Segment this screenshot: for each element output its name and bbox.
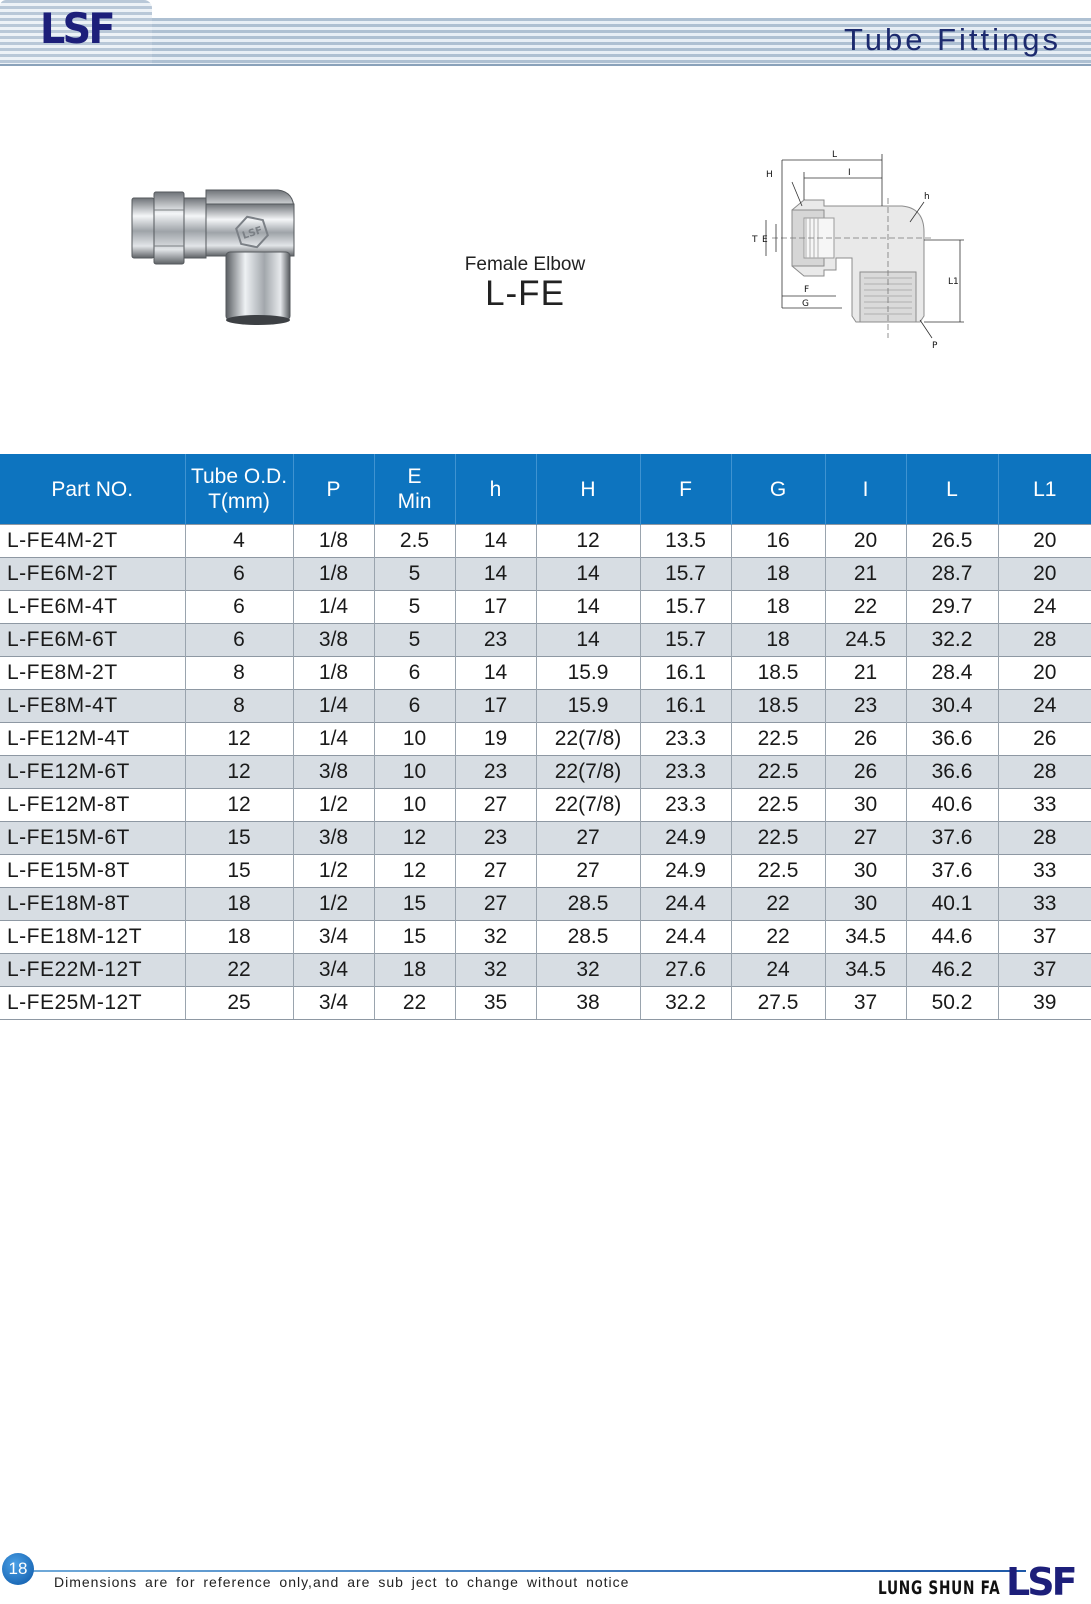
table-cell: 3/8 [293, 822, 374, 855]
table-cell: 14 [536, 624, 640, 657]
table-cell: 2.5 [374, 525, 455, 558]
table-cell: 24.9 [640, 855, 731, 888]
dim-label-H: H [766, 170, 773, 180]
table-cell: 30 [825, 888, 906, 921]
table-cell: 27 [536, 855, 640, 888]
table-row [0, 921, 1091, 954]
table-cell: 20 [825, 525, 906, 558]
table-cell: 8 [185, 657, 293, 690]
table-cell: 1/8 [293, 558, 374, 591]
table-cell: 22.5 [731, 756, 825, 789]
table-cell: 1/2 [293, 855, 374, 888]
table-cell: 23.3 [640, 789, 731, 822]
table-cell: 18 [374, 954, 455, 987]
table-cell: 18 [731, 558, 825, 591]
table-cell: 1/4 [293, 723, 374, 756]
dim-label-P: P [932, 341, 938, 351]
table-cell: 23.3 [640, 723, 731, 756]
table-cell: 26 [825, 723, 906, 756]
footer-logo: LSF [1006, 1560, 1075, 1604]
table-cell: 24.5 [825, 624, 906, 657]
table-cell: 40.6 [906, 789, 998, 822]
table-cell: 15.7 [640, 591, 731, 624]
table-cell: 33 [998, 855, 1091, 888]
table-cell: 24 [998, 591, 1091, 624]
table-cell: 44.6 [906, 921, 998, 954]
table-cell: 28.7 [906, 558, 998, 591]
table-cell: 15 [185, 855, 293, 888]
column-header: L [906, 454, 998, 525]
column-header: F [640, 454, 731, 525]
table-row [0, 855, 1091, 888]
column-header: Part NO. [0, 454, 185, 525]
part-number-cell: L-FE8M-2T [0, 657, 185, 690]
table-cell: 22 [825, 591, 906, 624]
table-cell: 6 [374, 690, 455, 723]
table-cell: 26.5 [906, 525, 998, 558]
table-cell: 24 [731, 954, 825, 987]
table-cell: 16.1 [640, 657, 731, 690]
table-row [0, 723, 1091, 756]
table-row [0, 690, 1091, 723]
table-cell: 1/2 [293, 888, 374, 921]
column-header: h [455, 454, 536, 525]
table-cell: 28 [998, 756, 1091, 789]
table-cell: 12 [185, 756, 293, 789]
table-cell: 15.9 [536, 657, 640, 690]
column-header: E Min [374, 454, 455, 525]
table-cell: 15 [374, 921, 455, 954]
table-cell: 28.4 [906, 657, 998, 690]
table-cell: 33 [998, 888, 1091, 921]
table-cell: 14 [536, 558, 640, 591]
footer-rule [30, 1570, 1026, 1572]
table-cell: 13.5 [640, 525, 731, 558]
table-cell: 27 [455, 855, 536, 888]
svg-text:LSF: LSF [241, 225, 264, 242]
dim-label-I: I [848, 168, 851, 178]
table-cell: 17 [455, 690, 536, 723]
table-cell: 5 [374, 558, 455, 591]
female-elbow-fitting-photo [128, 188, 310, 330]
table-cell: 12 [374, 855, 455, 888]
table-cell: 27 [536, 822, 640, 855]
table-cell: 25 [185, 987, 293, 1020]
table-cell: 14 [455, 525, 536, 558]
column-header: P [293, 454, 374, 525]
table-cell: 32 [536, 954, 640, 987]
table-cell: 22.5 [731, 855, 825, 888]
part-number-cell: L-FE6M-4T [0, 591, 185, 624]
table-cell: 36.6 [906, 723, 998, 756]
table-cell: 37 [998, 921, 1091, 954]
table-cell: 15 [374, 888, 455, 921]
table-cell: 3/4 [293, 987, 374, 1020]
part-number-cell: L-FE15M-6T [0, 822, 185, 855]
table-row [0, 888, 1091, 921]
table-cell: 50.2 [906, 987, 998, 1020]
table-cell: 14 [455, 657, 536, 690]
table-cell: 22 [731, 888, 825, 921]
table-cell: 30 [825, 855, 906, 888]
dim-label-L1: L1 [948, 277, 959, 287]
table-cell: 32 [455, 954, 536, 987]
table-cell: 24.4 [640, 921, 731, 954]
table-cell: 37 [825, 987, 906, 1020]
table-cell: 12 [374, 822, 455, 855]
table-cell: 6 [185, 591, 293, 624]
table-cell: 23 [455, 822, 536, 855]
product-code: L-FE [485, 274, 565, 313]
table-cell: 12 [185, 723, 293, 756]
table-cell: 36.6 [906, 756, 998, 789]
table-cell: 27.6 [640, 954, 731, 987]
brand-logo: LSF [39, 4, 113, 53]
table-cell: 6 [185, 624, 293, 657]
table-cell: 15.7 [640, 624, 731, 657]
part-number-cell: L-FE15M-8T [0, 855, 185, 888]
dim-label-h: h [924, 192, 930, 202]
logo-tab [0, 0, 152, 64]
table-cell: 23 [825, 690, 906, 723]
table-cell: 3/4 [293, 954, 374, 987]
table-cell: 14 [455, 558, 536, 591]
table-cell: 1/4 [293, 591, 374, 624]
table-cell: 5 [374, 591, 455, 624]
table-cell: 34.5 [825, 954, 906, 987]
table-cell: 32.2 [640, 987, 731, 1020]
table-cell: 27 [825, 822, 906, 855]
table-cell: 3/8 [293, 624, 374, 657]
table-cell: 22 [185, 954, 293, 987]
table-cell: 32.2 [906, 624, 998, 657]
table-cell: 3/8 [293, 756, 374, 789]
column-header: G [731, 454, 825, 525]
table-cell: 22.5 [731, 789, 825, 822]
table-cell: 28.5 [536, 921, 640, 954]
dim-label-T: T [752, 235, 758, 245]
table-cell: 23 [455, 624, 536, 657]
table-row [0, 954, 1091, 987]
column-header: L1 [998, 454, 1091, 525]
table-cell: 21 [825, 558, 906, 591]
table-cell: 5 [374, 624, 455, 657]
part-number-cell: L-FE12M-8T [0, 789, 185, 822]
column-header: H [536, 454, 640, 525]
table-cell: 18 [185, 888, 293, 921]
part-number-cell: L-FE18M-8T [0, 888, 185, 921]
table-cell: 6 [374, 657, 455, 690]
table-cell: 22(7/8) [536, 756, 640, 789]
table-cell: 16.1 [640, 690, 731, 723]
table-cell: 15.9 [536, 690, 640, 723]
table-cell: 37.6 [906, 822, 998, 855]
table-cell: 4 [185, 525, 293, 558]
table-cell: 18 [185, 921, 293, 954]
table-cell: 23.3 [640, 756, 731, 789]
table-row [0, 558, 1091, 591]
table-cell: 6 [185, 558, 293, 591]
column-header: I [825, 454, 906, 525]
table-row [0, 591, 1091, 624]
table-cell: 18.5 [731, 690, 825, 723]
table-cell: 40.1 [906, 888, 998, 921]
table-cell: 35 [455, 987, 536, 1020]
table-cell: 22 [374, 987, 455, 1020]
table-cell: 26 [998, 723, 1091, 756]
dim-label-E: E [762, 235, 768, 245]
column-header: Tube O.D. T(mm) [185, 454, 293, 525]
table-cell: 10 [374, 756, 455, 789]
table-row [0, 756, 1091, 789]
table-cell: 20 [998, 558, 1091, 591]
table-cell: 10 [374, 789, 455, 822]
table-row [0, 525, 1091, 558]
table-cell: 19 [455, 723, 536, 756]
table-cell: 22 [731, 921, 825, 954]
table-cell: 20 [998, 657, 1091, 690]
table-cell: 8 [185, 690, 293, 723]
dim-label-F: F [804, 285, 810, 295]
table-row [0, 822, 1091, 855]
page-number: 18 [2, 1553, 34, 1585]
product-name: Female Elbow [464, 254, 586, 275]
table-cell: 1/2 [293, 789, 374, 822]
table-cell: 15.7 [640, 558, 731, 591]
table-cell: 17 [455, 591, 536, 624]
table-cell: 18 [731, 624, 825, 657]
part-number-cell: L-FE6M-6T [0, 624, 185, 657]
part-number-cell: L-FE18M-12T [0, 921, 185, 954]
table-row [0, 624, 1091, 657]
table-cell: 38 [536, 987, 640, 1020]
table-cell: 27 [455, 789, 536, 822]
table-cell: 18 [731, 591, 825, 624]
table-cell: 30.4 [906, 690, 998, 723]
table-cell: 15 [185, 822, 293, 855]
table-cell: 39 [998, 987, 1091, 1020]
table-cell: 3/4 [293, 921, 374, 954]
table-cell: 12 [536, 525, 640, 558]
part-number-cell: L-FE12M-4T [0, 723, 185, 756]
table-body [0, 525, 1091, 1020]
table-cell: 30 [825, 789, 906, 822]
table-cell: 14 [536, 591, 640, 624]
table-cell: 26 [825, 756, 906, 789]
page-title: Tube Fittings [843, 22, 1061, 57]
table-cell: 28 [998, 624, 1091, 657]
table-row [0, 987, 1091, 1020]
table-header-row [0, 454, 1091, 525]
dim-label-G: G [802, 299, 809, 309]
part-number-cell: L-FE12M-6T [0, 756, 185, 789]
table-cell: 28.5 [536, 888, 640, 921]
table-cell: 28 [998, 822, 1091, 855]
table-cell: 21 [825, 657, 906, 690]
table-cell: 27.5 [731, 987, 825, 1020]
part-number-cell: L-FE25M-12T [0, 987, 185, 1020]
table-cell: 22.5 [731, 723, 825, 756]
table-cell: 22(7/8) [536, 723, 640, 756]
table-cell: 46.2 [906, 954, 998, 987]
table-cell: 24 [998, 690, 1091, 723]
table-cell: 12 [185, 789, 293, 822]
dimension-drawing [752, 148, 992, 354]
footer-disclaimer: Dimensions are for reference only,and are sub ject to change without notice [54, 1574, 630, 1590]
table-cell: 10 [374, 723, 455, 756]
table-cell: 1/8 [293, 525, 374, 558]
table-cell: 22(7/8) [536, 789, 640, 822]
table-cell: 34.5 [825, 921, 906, 954]
table-cell: 16 [731, 525, 825, 558]
table-row [0, 657, 1091, 690]
table-row [0, 789, 1091, 822]
table-cell: 29.7 [906, 591, 998, 624]
part-number-cell: L-FE6M-2T [0, 558, 185, 591]
company-name: LUNG SHUN FA [878, 1577, 1001, 1599]
table-cell: 24.4 [640, 888, 731, 921]
table-cell: 1/8 [293, 657, 374, 690]
dim-label-L: L [832, 150, 838, 160]
table-cell: 1/4 [293, 690, 374, 723]
table-cell: 24.9 [640, 822, 731, 855]
table-cell: 37 [998, 954, 1091, 987]
part-number-cell: L-FE4M-2T [0, 525, 185, 558]
table-cell: 20 [998, 525, 1091, 558]
table-cell: 32 [455, 921, 536, 954]
spec-table [0, 454, 1091, 1020]
table-cell: 37.6 [906, 855, 998, 888]
part-number-cell: L-FE22M-12T [0, 954, 185, 987]
part-number-cell: L-FE8M-4T [0, 690, 185, 723]
table-cell: 23 [455, 756, 536, 789]
table-cell: 18.5 [731, 657, 825, 690]
table-cell: 22.5 [731, 822, 825, 855]
table-cell: 33 [998, 789, 1091, 822]
table-cell: 27 [455, 888, 536, 921]
